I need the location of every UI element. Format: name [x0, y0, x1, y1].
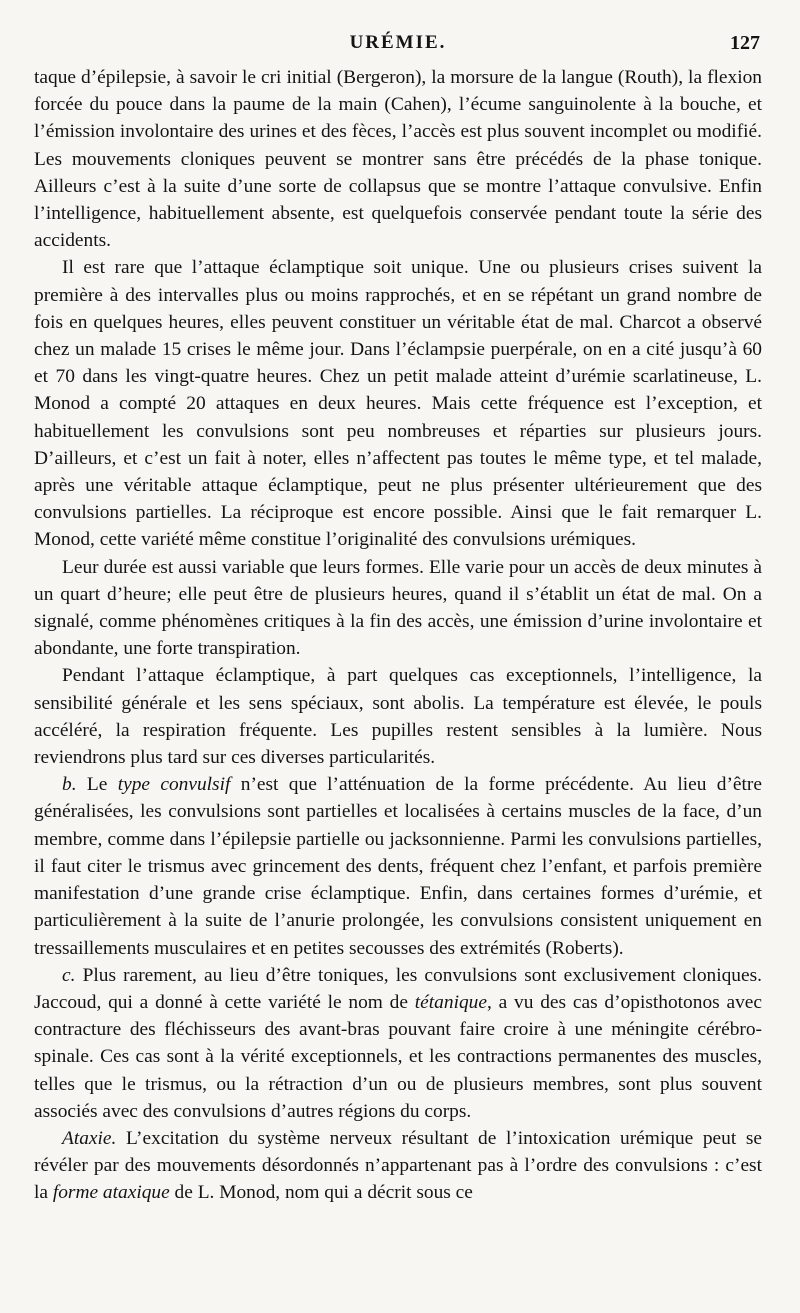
paragraph-text: , a vu des cas d’opisthotonos avec contracture des fléchisseurs des avant-bras pouvant faire croire à une méningite cérébro-spinale. Ces cas sont à la vérité exceptionnels, et les contractions permanentes des muscles, telles que le trismus, ou la rétraction d’un ou de plusieurs membres, sont plus souvent associés avec des convulsions d’autres régions du corps.: [34, 991, 763, 1122]
paragraph-text: Pendant l’attaque éclamptique, à part quelques cas exceptionnels, l’intelligence, la sensibilité générale et les sens spéciaux, sont abolis. La température est élevée, le pouls accéléré, la respiration fréquente. Les pupilles restent sensibles à la lumière. Nous reviendrons plus tard sur ces diverses particularités.: [34, 665, 762, 769]
section-marker-b: b.: [62, 774, 77, 796]
paragraph-2: [34, 254, 762, 553]
paragraph-text: Plus rarement, au lieu d’être toniques, les convulsions sont exclusivement cloniques. Jaccoud, qui a donné à cette variété le nom de: [34, 964, 762, 1013]
paragraph-text: Il est rare que l’attaque éclamptique soit unique. Une ou plusieurs crises suivent la première à des intervalles plus ou moins rapprochés, et en se répétant un grand nombre de fois en quelques heures, elles peuvent constituer un véritable état de mal. Charcot a observé chez un malade 15 crises le même jour. Dans l’éclampsie puerpérale, on en a cité jusqu’à 60 et 70 dans les vingt-quatre heures. Chez un petit malade atteint d’urémie scarlatineuse, L. Monod a compté 20 attaques en deux heures. Mais cette fréquence est l’exception, et habituellement les convulsions sont peu nombreuses et réparties sur plusieurs jours. D’ailleurs, et c’est un fait à noter, elles n’affectent pas toutes le même type, et tel malade, après une véritable attaque éclamptique, peut ne plus présenter ultérieurement que des convulsions partielles. La réciproque est encore possible. Ainsi que le fait remarquer L. Monod, cette variété même constitue l’originalité des convulsions urémiques.: [34, 257, 762, 551]
section-marker-c: c.: [62, 964, 76, 986]
italic-term: type convulsif: [117, 774, 231, 796]
running-title: URÉMIE.: [349, 32, 447, 53]
paragraph-text: Leur durée est aussi variable que leurs formes. Elle varie pour un accès de deux minutes à un quart d’heure; elle peut être de plusieurs heures, quand il s’établit un état de mal. On a signalé, comme phénomènes critiques à la fin des accès, une émission d’urine involontaire et abondante, une forte transpiration.: [34, 556, 762, 660]
paragraph-1: [34, 64, 762, 254]
paragraph-text: n’est que l’atténuation de la forme précédente. Au lieu d’être généralisées, les convulsions sont partielles et localisées à certains muscles de la face, d’un membre, comme dans l’épilepsie partielle ou jacksonnienne. Parmi les convulsions partielles, il faut citer le trismus avec grincement des dents, fréquent chez l’enfant, et parfois première manifestation d’une grande crise éclamptique. Enfin, dans certaines formes d’urémie, et particulièrement à la suite de l’anurie prolongée, les convulsions consistent uniquement en tressaillements musculaires et en petites secousses des extrémités (Roberts).: [34, 774, 762, 959]
italic-term: forme ataxique: [52, 1182, 170, 1204]
page-number: 127: [730, 32, 760, 54]
paragraph-text: taque d’épilepsie, à savoir le cri initial (Bergeron), la morsure de la langue (Routh), la flexion forcée du pouce dans la paume de la main (Cahen), l’écume sanguinolente à la bouche, et l’émission involontaire des urines et des fèces, l’accès est plus souvent incomplet ou modifié. Les mouvements cloniques peuvent se montrer sans être précédés de la phase tonique. Ailleurs c’est à la suite d’une sorte de collapsus que se montre l’attaque convulsive. Enfin l’intelligence, habituellement absente, est quelquefois conservée pendant toute la série des accidents.: [34, 67, 762, 252]
paragraph-5: [34, 771, 762, 961]
paragraph-7: [34, 1125, 762, 1207]
paragraph-text: L’excitation du système nerveux résultant de l’intoxication urémique peut se révéler par des mouvements désordonnés n’appartenant pas à l’ordre des convulsions : c’est la: [34, 1127, 762, 1204]
paragraph-text: Le: [76, 774, 118, 796]
body-text: [34, 64, 762, 1207]
paragraph-4: [34, 662, 762, 771]
italic-term: tétanique: [414, 991, 487, 1013]
paragraph-6: [34, 962, 762, 1125]
paragraph-3: [34, 554, 762, 663]
section-heading-ataxie: Ataxie.: [62, 1127, 117, 1149]
paragraph-text: de L. Monod, nom qui a décrit sous ce: [169, 1182, 473, 1204]
running-head: [34, 28, 762, 64]
